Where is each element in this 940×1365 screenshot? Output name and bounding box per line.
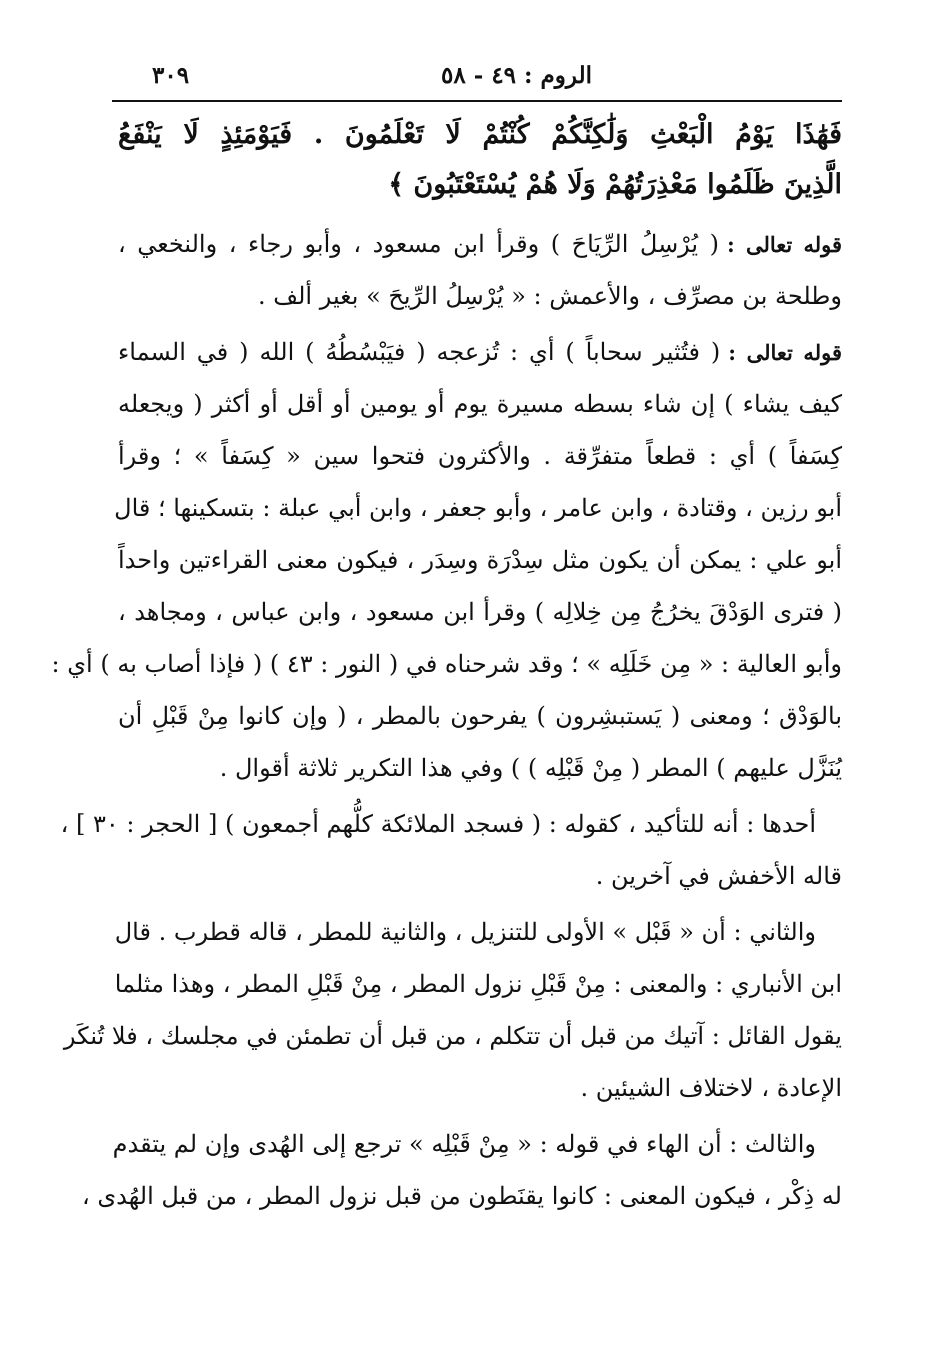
commentary-text: ( يُرْسِلُ الرِّيَاحَ ) وقرأ ابن مسعود ، وأبو رجاء ، والنخعي ، — [118, 230, 719, 258]
quran-line: الَّذِينَ ظَلَمُوا مَعْذِرَتُهُمْ وَلَا هُمْ يُسْتَعْتَبُونَ ﴾ — [388, 169, 842, 200]
commentary-paragraph — [63, 906, 842, 1114]
lemma-label: قوله تعالى : — [727, 232, 842, 257]
commentary-line: يقول القائل : آتيك من قبل أن تتكلم ، من قبل أن تطمئن في مجلسك ، فلا تُنكَر — [63, 1022, 842, 1050]
commentary-line: والثالث : أن الهاء في قوله : « مِنْ قَبْلِه » ترجع إلى الهُدى وإن لم يتقدم — [112, 1130, 816, 1158]
commentary-line: وأبو العالية : « مِن خَلَلِه » ؛ وقد شرحناه في ( النور : ٤٣ ) ( فإذا أصاب به ) أي : — [51, 650, 842, 678]
commentary-line — [118, 326, 842, 378]
commentary-line: بالوَدْق ؛ ومعنى ( يَستبشِرون ) يفرحون بالمطر ، ( وإن كانوا مِنْ قَبْلِ أن — [118, 702, 842, 730]
commentary-paragraph — [118, 218, 842, 322]
header-rule — [112, 100, 842, 102]
commentary-paragraph — [60, 798, 842, 902]
commentary-text: ( فتُثير سحاباً ) أي : تُزعجه ( فيَبْسُطُهُ ) الله ( في السماء — [118, 338, 721, 366]
running-title: الروم : ٤٩ - ٥٨ — [441, 62, 592, 89]
commentary-line: الإعادة ، لاختلاف الشيئين . — [580, 1074, 842, 1102]
page-number: ٣٠٩ — [152, 62, 190, 89]
text-body — [51, 110, 843, 1226]
commentary-line: أحدها : أنه للتأكيد ، كقوله : ( فسجد الملائكة كلُّهم أجمعون ) [ الحجر : ٣٠ ] ، — [60, 810, 816, 838]
commentary-line: كِسَفاً ) أي : قطعاً متفرِّقة . والأكثرون فتحوا سين « كِسَفاً » ؛ وقرأ — [118, 442, 842, 470]
commentary-paragraph — [51, 326, 843, 794]
commentary-line: أبو علي : يمكن أن يكون مثل سِدْرَة وسِدَر ، فيكون معنى القراءتين واحداً — [118, 546, 843, 574]
commentary-line: والثاني : أن « قَبْل » الأولى للتنزيل ، والثانية للمطر ، قاله قطرب . قال — [114, 918, 816, 946]
quran-line: فَهَٰذَا يَوْمُ الْبَعْثِ وَلَٰكِنَّكُمْ كُنْتُمْ لَا تَعْلَمُونَ . فَيَوْمَئِذٍ لَا يَنْفَعُ — [118, 119, 842, 150]
commentary-line: ابن الأنباري : والمعنى : مِنْ قَبْلِ نزول المطر ، مِنْ قَبْلِ المطر ، وهذا مثلما — [114, 970, 842, 998]
running-header — [112, 62, 842, 98]
lemma-label: قوله تعالى : — [728, 340, 842, 365]
commentary-line: قاله الأخفش في آخرين . — [595, 862, 842, 890]
quran-verse — [118, 110, 842, 210]
commentary-line: يُنَزَّل عليهم ) المطر ( مِنْ قَبْلِه ) ) وفي هذا التكرير ثلاثة أقوال . — [219, 754, 842, 782]
commentary-line: ( فترى الوَدْقَ يخرُجُ مِن خِلالِه ) وقرأ ابن مسعود ، وابن عباس ، ومجاهد ، — [118, 598, 842, 626]
commentary-paragraph — [81, 1118, 842, 1222]
commentary-line: وطلحة بن مصرِّف ، والأعمش : « يُرْسِلُ الرِّيحَ » بغير ألف . — [257, 282, 842, 310]
commentary-line: أبو رزين ، وقتادة ، وابن عامر ، وأبو جعفر ، وابن أبي عبلة : بتسكينها ؛ قال — [114, 494, 842, 522]
commentary-line: كيف يشاء ) إن شاء بسطه مسيرة يوم أو يومين أو أقل أو أكثر ( ويجعله — [118, 390, 843, 418]
commentary-line — [118, 218, 842, 270]
commentary-line: له ذِكْر ، فيكون المعنى : كانوا يقنَطون من قبل نزول المطر ، من قبل الهُدى ، — [81, 1182, 842, 1210]
